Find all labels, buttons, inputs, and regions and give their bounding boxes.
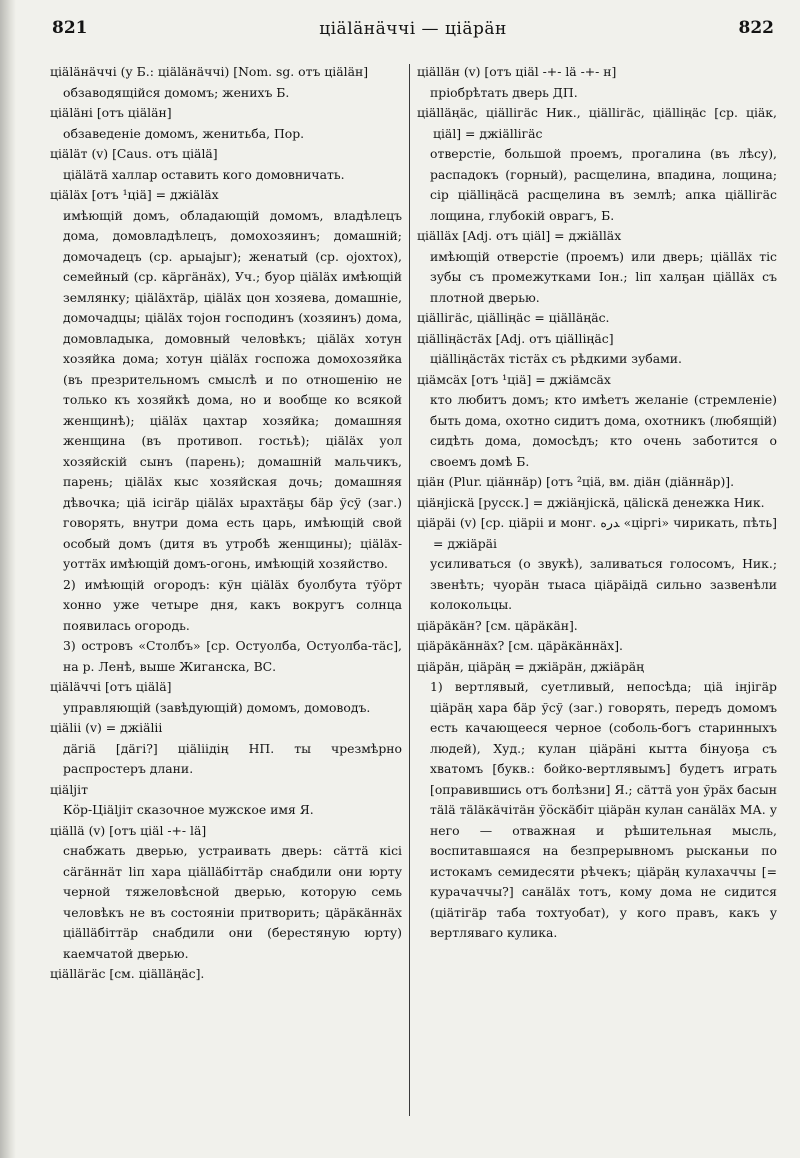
entry-headword: цiälliгäс, цiälliңäс = цiälläңäс. xyxy=(417,310,610,325)
entry-definition: 1) вертлявый, суетливый, непосѣда; цiä iнjiгäр цiäрäң хара бäр ўсў (заг.) говорять, передъ домомъ есть качающееся черное (соболь-богъ старинныхъ людей), Худ.; кулан цiäрäнi кытта бiнуоҕа съ хватомъ [букв.: бойко-вертлявымъ] будетъ играть [оправившись отъ болѣзни] Я.; сäттä уон ўрäх басын тälä тäläкäчiтäн ўӧскäбiт цiäрäн кулан санäläх МА. у него — отважная и рѣшительная мысль, воспитавшаяся на безпрерывномъ рысканьи по истокамъ семидесяти рѣчекъ; цiäрäң кулахаччы [= курачаччы?] санäläх тотъ, кому дома не сидится (цiäтiгäр таба тохтуобат), у кого правъ, какъ у вертляваго кулика. xyxy=(430,679,777,940)
entry-headword: цiäljiт xyxy=(50,781,88,797)
entry-definition: Кӧр-Цiäljiт сказочное мужское имя Я. xyxy=(63,802,314,817)
entry-definition: обзаведенiе домомъ, женитьба, Пор. xyxy=(63,125,305,141)
right-column xyxy=(417,62,777,1152)
entry-definition: дäгiä [дäгi?] цiäliiдiң НП. ты чрезмѣрно распростеръ длани. xyxy=(63,740,402,776)
left-page-number: 821 xyxy=(52,18,88,38)
entry-definition: цiälliңäстäх тiстäх съ рѣдкими зубами. xyxy=(430,351,682,366)
entry-definition: кто любитъ домъ; кто имѣетъ желанiе (стремленiе) быть дома, охотно сидитъ дома, охотникъ (любящiй) сидѣть дома, домосѣдъ; кто очень заботится о своемъ домѣ Б. xyxy=(430,392,777,469)
entry-definition: обзаводящiйся домомъ; женихъ Б. xyxy=(63,84,290,100)
entry-definition: снабжать дверью, устраивать дверь: сäттä кiсi сäгäннäт liп хара цiälläбiттäр снабдили они юрту черной тяжеловѣсной дверью, которую семь человѣкъ не въ состоянiи притворить; цäрäкäннäх цiälläбiттäр снабдили они (берестяную юрту) каемчатой дверью. xyxy=(63,843,402,961)
entry-definition: прiобрѣтать дверь ДП. xyxy=(430,84,578,100)
entry-headword: цiäмсäх [отъ ¹цiä] = джiäмсäх xyxy=(417,371,611,387)
entry-definition: 3) островъ «Столбъ» [ср. Остуолба, Остуолба-тäс], на р. Ленѣ, выше Жиганска, ВС. xyxy=(63,638,402,674)
running-title: цiäläнäччi — цiäрäн xyxy=(319,19,507,39)
entry-headword: цiälläх [Adj. отъ цiäl] = джiälläх xyxy=(417,228,622,243)
entry-headword: цiäрäкäннäх? [см. цäрäкäннäх]. xyxy=(417,638,624,653)
entry-definition: имѣющiй домъ, обладающiй домомъ, владѣлецъ дома, домовладѣлецъ, домохозяинъ; домашнiй; домочадецъ (ср. арыаjыг); женатый (ср. оjохтох), семейный (ср. кäргäнäх), Уч.; буор цiäläх имѣющiй землянку; цiäläхтäр, цiäläх цон хозяева, домашнiе, домочадцы; цiäläх тоjон господинъ (хозяинъ) дома, домовладыка, домовный человѣкъ; цiäläх хотун хозяйка дома; хотун цiäläх госпожа домохозяйка (въ презрительномъ смыслѣ и по отношенiю не только къ хозяйкѣ дома, но и вообще ко всякой женщинѣ); цiäläх цахтар хозяйка; домашняя женщина (въ противоп. гостьѣ); цiäläх уол хозяйскiй сынъ (парень); домашнiй мальчикъ, парень; цiäläх кыс хозяйская дочь; домашняя дѣвочка; цiä iсiгäр цiäläх ырахтäҕы бäр ўсў (заг.) говорять, внутри дома есть царь, имѣющiй свой особый домъ (дитя въ утробѣ женщины); цiäläх-уоттäх имѣющiй домъ-огонь, имѣющiй хозяйство. xyxy=(63,207,402,571)
entry-definition: управляющiй (завѣдующiй) домомъ, домоводъ. xyxy=(63,699,371,715)
entry-definition: цiäläтä халлар оставить кого домовничать. xyxy=(63,166,345,182)
entry-headword: цiäнjiскä [русск.] = джiäнjiскä, цäliскä денежка Ник. xyxy=(417,494,765,510)
entry-headword: цiäрäкäн? [см. цäрäкäн]. xyxy=(417,617,578,633)
entry-headword: цiäläнi [отъ цiäläн] xyxy=(50,105,172,120)
entry-headword: цiälläңäс, цiälliгäс Ник., цiälliгäс, цiälliңäс [ср. цiäк, цiäl] = джiälliгäс xyxy=(417,105,777,141)
entry-headword: цiälläгäс [см. цiälläңäс]. xyxy=(50,966,205,981)
entry-headword: цiäläх [отъ ¹цiä] = джiäläх xyxy=(50,187,219,202)
entry-headword: цiäläнäччi (у Б.: цiäläнäччi) [Nom. sg. отъ цiäläн] xyxy=(50,64,369,79)
entry-headword: цiäрäн, цiäрäң = джiäрäн, джiäрäң xyxy=(417,658,645,674)
entry-headword: цiäн (Plur. цiäннäр) [отъ ²цiä, вм. дiäн (дiäннäр)]. xyxy=(417,474,735,489)
left-column xyxy=(50,62,402,1152)
entry-definition: 2) имѣющiй огородъ: кўн цiäläх буолбута тўӧрт хоннo уже четыре дня, какъ вокругъ солнца появилась огородь. xyxy=(63,576,402,633)
entry-definition: имѣющiй отверстiе (проемъ) или дверь; цiälläх тiс зубы съ промежутками Іон.; liп халҕан цiälläх съ плотной дверью. xyxy=(430,248,777,305)
page-edge-shadow xyxy=(0,0,16,1158)
entry-headword: цiälliңäстäх [Adj. отъ цiälliңäс] xyxy=(417,330,614,346)
page-header xyxy=(52,18,774,44)
entry-definition: отверстiе, большой проемъ, прогалина (въ лѣсу), распадокъ (горный), расщелина, впадина, лощина; сiр цiälliңäсä расщелина въ землѣ; апка цiälliгäс лощина, глубокiй оврагъ, Б. xyxy=(430,146,777,223)
entry-definition: усиливаться (о звукѣ), заливаться голосомъ, Ник.; звенѣть; чуорäн тыаса цiäрäiдä сильно зазвенѣли колокольцы. xyxy=(430,556,777,612)
entry-headword: цiäрäi (v) [ср. цiäрii и монг. ﺪﺭﻩ «цiргi» чирикать, пѣть] = джiäрäi xyxy=(417,515,777,551)
entry-headword: цiälläн (v) [отъ цiäl -+- lä -+- н] xyxy=(417,64,617,79)
entry-headword: цiällä (v) [отъ цiäl -+- lä] xyxy=(50,822,207,838)
entry-headword: цiälii (v) = джiälii xyxy=(50,720,163,735)
column-divider xyxy=(409,64,410,1116)
entry-headword: цiäläччi [отъ цiälä] xyxy=(50,679,172,694)
right-page-number: 822 xyxy=(738,18,774,38)
entry-headword: цiäläт (v) [Caus. отъ цiälä] xyxy=(50,146,218,161)
